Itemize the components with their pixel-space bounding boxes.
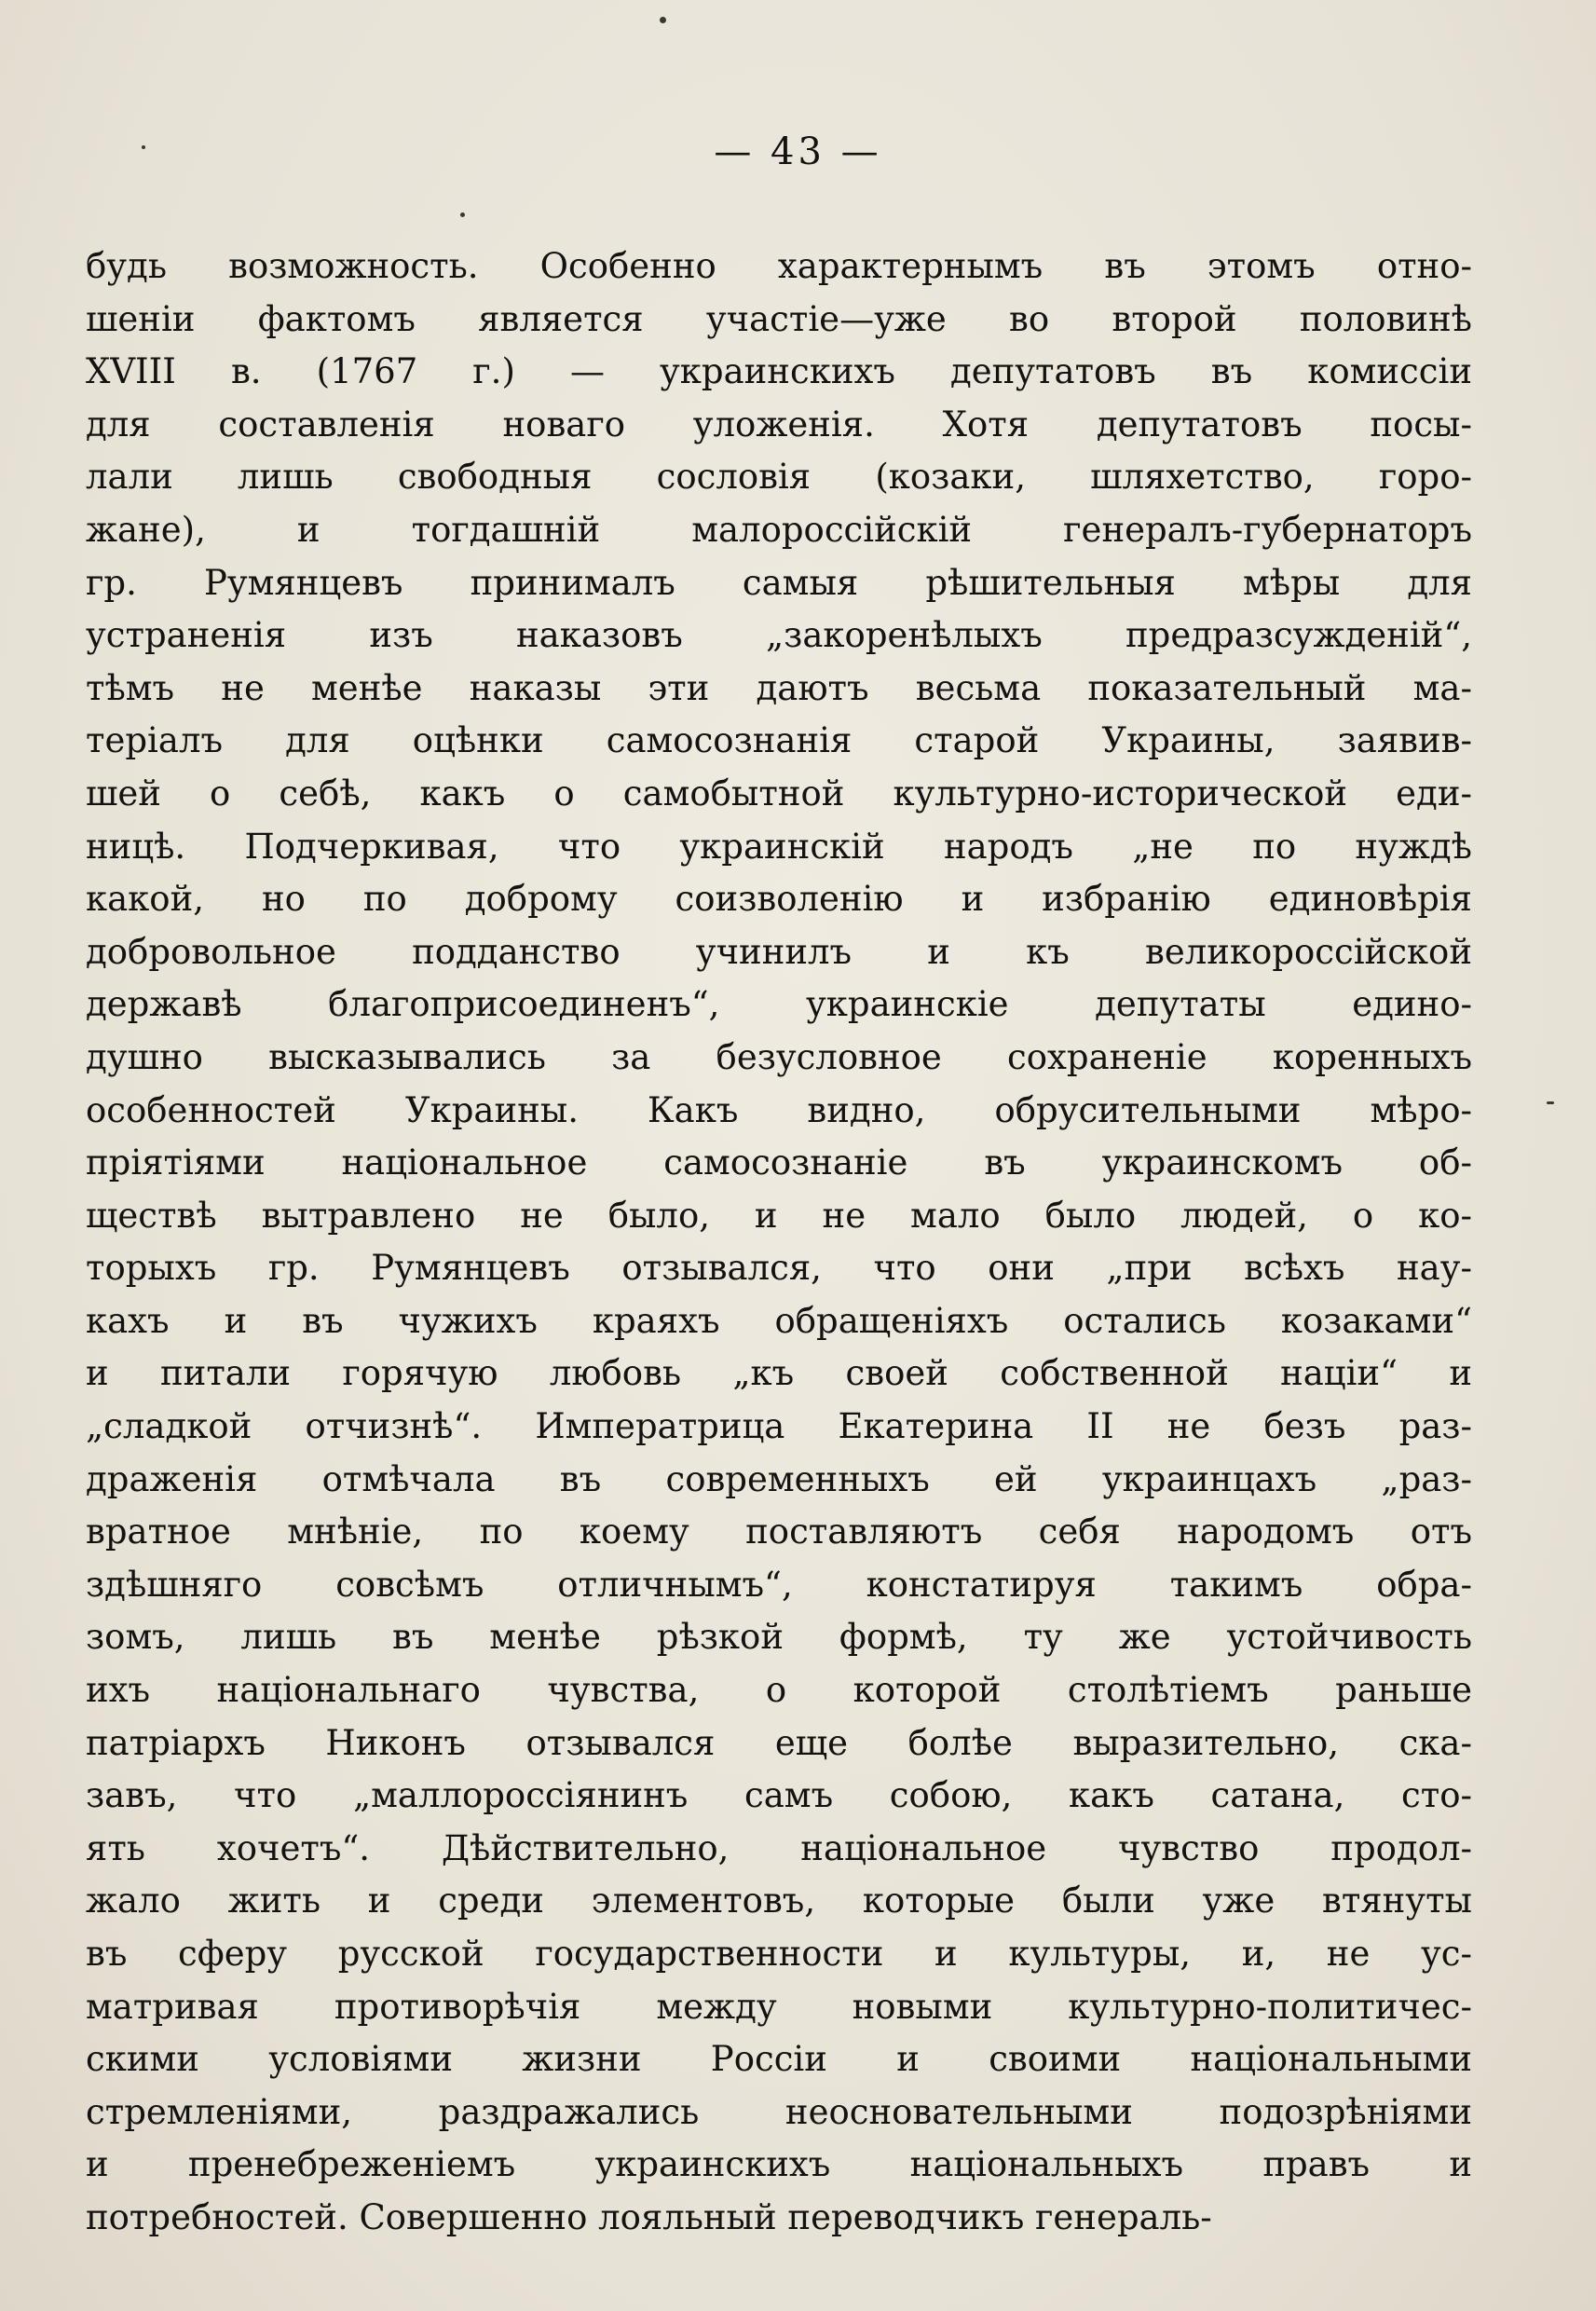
- text-line: пріятіями національное самосознаніе въ украинскомъ об-: [86, 1142, 1472, 1183]
- ink-speck: [460, 212, 465, 217]
- text-line: зомъ, лишь въ менѣе рѣзкой формѣ, ту же устойчивость: [86, 1617, 1472, 1658]
- text-line: вратное мнѣніе, по коему поставляютъ себя народомъ отъ: [86, 1511, 1472, 1552]
- text-line: ницѣ. Подчеркивая, что украинскій народъ „не по нуждѣ: [86, 826, 1472, 867]
- text-line: завъ, что „маллороссіянинъ самъ собою, какъ сатана, сто-: [86, 1775, 1472, 1816]
- page-number: — 43 —: [714, 130, 882, 173]
- text-line: кахъ и въ чужихъ краяхъ обращеніяхъ остались козаками“: [86, 1300, 1472, 1341]
- text-line: жане), и тогдашній малороссійскій генералъ-губернаторъ: [86, 509, 1472, 550]
- text-line: драженія отмѣчала въ современныхъ ей украинцахъ „раз-: [86, 1458, 1472, 1499]
- text-line: стремленіями, раздражались неосновательными подозрѣніями: [86, 2091, 1472, 2132]
- text-line: и питали горячую любовь „къ своей собственной націи“ и: [86, 1353, 1472, 1394]
- text-line: особенностей Украины. Какъ видно, обрусительными мѣро-: [86, 1089, 1472, 1130]
- body-text: [86, 240, 1472, 2245]
- text-line: „сладкой отчизнѣ“. Императрица Екатерина II не безъ раз-: [86, 1406, 1472, 1447]
- text-line: патріархъ Никонъ отзывался еще болѣе выразительно, ска-: [86, 1722, 1472, 1763]
- text-line: шеніи фактомъ является участіе—уже во второй половинѣ: [86, 298, 1472, 339]
- text-line: торыхъ гр. Румянцевъ отзывался, что они „при всѣхъ нау-: [86, 1248, 1472, 1289]
- text-line: шей о себѣ, какъ о самобытной культурно-исторической еди-: [86, 773, 1472, 814]
- text-line: XVIII в. (1767 г.) — украинскихъ депутатовъ въ комиссіи: [86, 351, 1472, 392]
- text-line: душно высказывались за безусловное сохраненіе коренныхъ: [86, 1036, 1472, 1077]
- text-line: добровольное подданство учинилъ и къ великороссійской: [86, 931, 1472, 972]
- text-line: теріалъ для оцѣнки самосознанія старой Украины, заявив-: [86, 720, 1472, 761]
- ink-speck: [660, 17, 666, 23]
- text-line: скими условіями жизни Россіи и своими національными: [86, 2039, 1472, 2080]
- text-line: и пренебреженіемъ украинскихъ національныхъ правъ и: [86, 2144, 1472, 2185]
- text-line: тѣмъ не менѣе наказы эти даютъ весьма показательный ма-: [86, 667, 1472, 708]
- text-line: жало жить и среди элементовъ, которые были уже втянуты: [86, 1880, 1472, 1921]
- ink-speck: [1547, 1101, 1554, 1104]
- text-line: ществѣ вытравлено не было, и не мало было людей, о ко-: [86, 1195, 1472, 1236]
- text-line: матривая противорѣчія между новыми культурно-политичес-: [86, 1986, 1472, 2027]
- text-line: будь возможность. Особенно характернымъ въ этомъ отно-: [86, 246, 1472, 286]
- text-line: здѣшняго совсѣмъ отличнымъ“, констатируя такимъ обра-: [86, 1564, 1472, 1605]
- text-line: ять хочетъ“. Дѣйствительно, національное чувство продол-: [86, 1827, 1472, 1868]
- text-line: лали лишь свободныя сословія (козаки, шляхетство, горо-: [86, 457, 1472, 498]
- text-line: державѣ благоприсоединенъ“, украинскіе депутаты едино-: [86, 984, 1472, 1025]
- text-line: въ сферу русской государственности и культуры, и, не ус-: [86, 1934, 1472, 1974]
- text-line: для составленія новаго уложенія. Хотя депутатовъ посы-: [86, 403, 1472, 444]
- text-line: потребностей. Совершенно лояльный переводчикъ генераль-: [86, 2196, 1212, 2237]
- text-line: ихъ національнаго чувства, о которой столѣтіемъ раньше: [86, 1670, 1472, 1711]
- text-line: гр. Румянцевъ принималъ самыя рѣшительныя мѣры для: [86, 562, 1472, 603]
- text-line: устраненія изъ наказовъ „закоренѣлыхъ предразсужденій“,: [86, 615, 1472, 656]
- text-line: какой, но по доброму соизволенію и избранію единовѣрія: [86, 879, 1472, 920]
